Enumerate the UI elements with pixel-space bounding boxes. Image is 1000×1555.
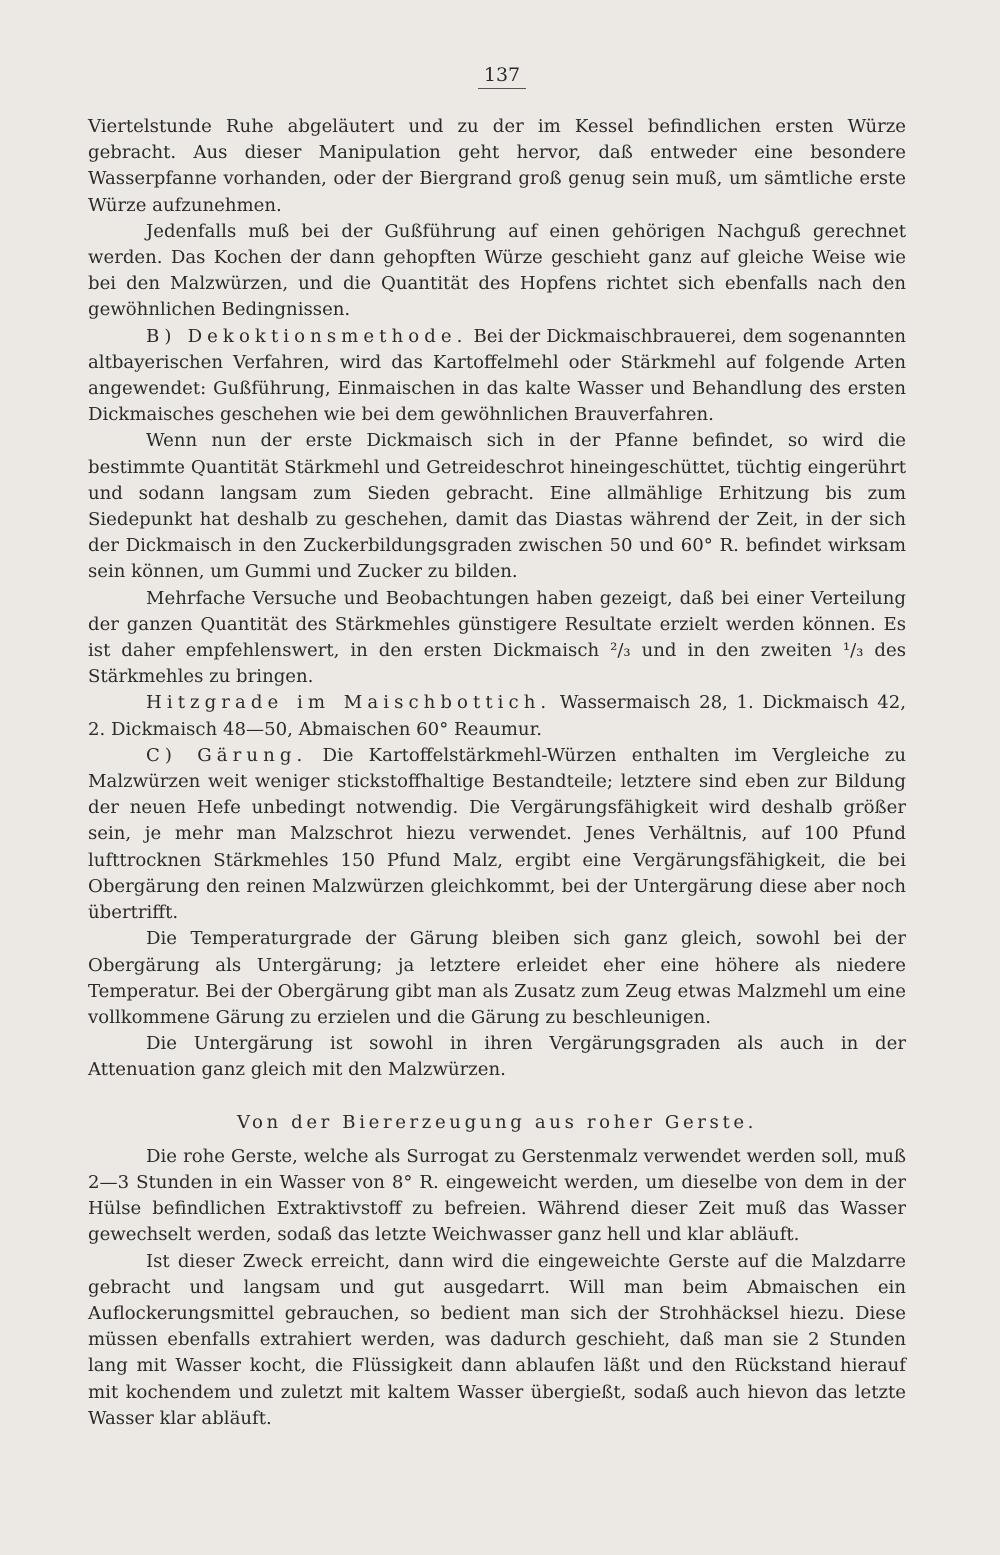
paragraph-text: Die rohe Gerste, welche als Surrogat zu Gerstenmalz verwendet werden soll, muß 2—3 Stunden in ein Wasser von 8° R. eingeweicht werden, um dieselbe von dem in der Hülse befindlichen Extraktivstoff zu befreien. Während dieser Zeit muß das Wasser gewechselt werden, sodaß das letzte Weichwasser ganz hell und klar abläuft.	[88, 1145, 906, 1246]
section-paragraph-1	[88, 1144, 906, 1249]
paragraph-lead: C) Gärung.	[146, 744, 308, 766]
paragraph-text: Wenn nun der erste Dickmaisch sich in der Pfanne befindet, so wird die bestimmte Quantität Stärkmehl und Getreideschrot hineingeschüttet, tüchtig eingerührt und sodann langsam zum Sieden gebracht. Eine allmählige Erhitzung bis zum Siedepunkt hat deshalb zu geschehen, damit das Diastas während der Zeit, in der sich der Dickmaisch in den Zuckerbildungsgraden zwischen 50 und 60° R. befindet wirksam sein können, um Gummi und Zucker zu bilden.	[88, 430, 906, 583]
paragraph-6	[88, 690, 906, 742]
paragraph-7	[88, 743, 906, 926]
paragraph-text: Ist dieser Zweck erreicht, dann wird die eingeweichte Gerste auf die Malzdarre gebracht und langsam und gut ausgedarrt. Will man beim Abmaischen ein Auflockerungsmittel gebrauchen, so bedient man sich der Strohhäcksel hiezu. Diese müssen ebenfalls extrahiert werden, was dadurch geschieht, daß man sie 2 Stunden lang mit Wasser kocht, die Flüssigkeit dann ablaufen läßt und den Rückstand hierauf mit kochendem und zuletzt mit kaltem Wasser übergießt, sodaß auch hievon das letzte Wasser klar abläuft.	[88, 1250, 906, 1429]
paragraph-1	[88, 114, 906, 219]
paragraph-lead: Hitzgrade im Maischbottich.	[146, 692, 552, 714]
body-text	[88, 114, 906, 1432]
paragraph-text: Bei der Dickmaischbrauerei, dem sogenannten altbayerischen Verfahren, wird das Kartoffelmehl oder Stärkmehl auf folgende Arten angewendet: Gußführung, Einmaischen in das kalte Wasser und Behandlung des ersten Dickmaisches geschehen wie bei dem gewöhnlichen Brauverfahren.	[88, 325, 906, 426]
paragraph-text: Die Untergärung ist sowohl in ihren Vergärungsgraden als auch in der Attenuation ganz gleich mit den Malzwürzen.	[88, 1033, 906, 1081]
paragraph-2	[88, 219, 906, 324]
paragraph-3	[88, 324, 906, 429]
paragraph-8	[88, 926, 906, 1031]
paragraph-text: Die Temperaturgrade der Gärung bleiben sich ganz gleich, sowohl bei der Obergärung als Untergärung; ja letztere erleidet eher eine höhere als niedere Temperatur. Bei der Obergärung gibt man als Zusatz zum Zeug etwas Malzmehl um eine vollkommene Gärung zu erzielen und die Gärung zu beschleunigen.	[88, 928, 906, 1028]
paragraph-text: Jedenfalls muß bei der Gußführung auf einen gehörigen Nachguß gerechnet werden. Das Kochen der dann gehopften Würze geschieht ganz auf gleiche Weise wie bei den Malzwürzen, und die Quantität des Hopfens richtet sich ebenfalls nach den gewöhnlichen Bedingnissen.	[88, 220, 906, 321]
paragraph-text: Viertelstunde Ruhe abgeläutert und zu der im Kessel befindlichen ersten Würze gebracht. Aus dieser Manipulation geht hervor, daß entweder eine besondere Wasserpfanne vorhanden, oder der Biergrand groß genug sein muß, um sämtliche erste Würze aufzunehmen.	[88, 116, 906, 216]
paragraph-text: Die Kartoffelstärkmehl-Würzen enthalten im Vergleiche zu Malzwürzen weit weniger stickstoffhaltige Bestandteile; letztere sind eben zur Bildung der neuen Hefe unbedingt notwendig. Die Vergärungsfähigkeit wird deshalb größer sein, je mehr man Malzschrot hiezu verwendet. Jenes Verhältnis, auf 100 Pfund lufttrocknen Stärkmehles 150 Pfund Malz, ergibt eine Vergärungsfähigkeit, die bei Obergärung den reinen Malzwürzen gleichkommt, bei der Untergärung diese aber noch übertrifft.	[88, 744, 906, 924]
paragraph-lead: B) Dekoktionsmethode.	[146, 325, 468, 347]
paragraph-text: Wassermaisch 28, 1. Dickmaisch 42, 2. Dickmaisch 48—50, Abmaischen 60° Reaumur.	[88, 692, 907, 740]
page-number: 137	[478, 62, 526, 89]
section-paragraph-2	[88, 1249, 906, 1432]
paragraph-text: Mehrfache Versuche und Beobachtungen haben gezeigt, daß bei einer Verteilung der ganzen Quantität des Stärkmehles günstigere Resultate erzielt werden können. Es ist daher empfehlenswert, in den ersten Dickmaisch ²/₃ und in den zweiten ¹/₃ des Stärkmehles zu bringen.	[88, 587, 906, 688]
paragraph-5	[88, 586, 906, 691]
section-heading: Von der Biererzeugung aus roher Gerste.	[236, 1111, 758, 1133]
paragraph-4	[88, 428, 906, 585]
paragraph-9	[88, 1031, 906, 1083]
